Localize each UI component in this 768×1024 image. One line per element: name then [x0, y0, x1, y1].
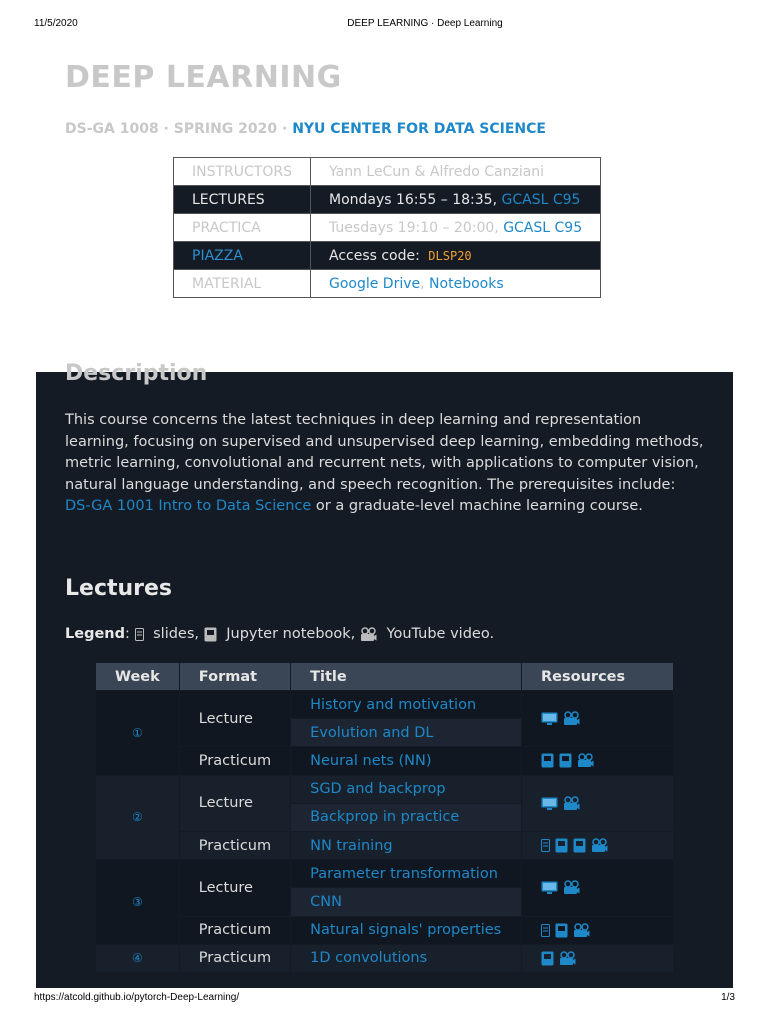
- notebook-icon[interactable]: [555, 838, 568, 853]
- video-icon[interactable]: [573, 923, 590, 938]
- col-resources: Resources: [522, 663, 674, 691]
- piazza-text: Access code:: [328, 247, 425, 264]
- video-icon[interactable]: [559, 951, 576, 966]
- description-body: This course concerns the latest techniques in deep learning and representation learning, focusing on supervised and unsupervised deep learning, embedding methods, metric learning, convolutional and recurrent nets, with applications to computer vision, natural language understanding, and speech recognition. The prerequisites include:: [65, 412, 704, 493]
- notebook-icon[interactable]: [559, 753, 572, 768]
- notebook-icon[interactable]: [555, 923, 568, 938]
- slides-icon: [135, 628, 144, 641]
- course-info-table: [173, 157, 601, 298]
- lectures-value: [310, 186, 600, 214]
- description-text: [65, 410, 705, 518]
- video-icon[interactable]: [563, 796, 580, 811]
- slides-icon[interactable]: [541, 881, 558, 894]
- notebook-icon[interactable]: [573, 838, 586, 853]
- slides-icon[interactable]: [541, 797, 558, 810]
- notebook-icon[interactable]: [541, 753, 554, 768]
- google-drive-link[interactable]: Google Drive: [328, 275, 421, 292]
- lecture-title-link[interactable]: CNN: [291, 888, 522, 916]
- video-icon[interactable]: [563, 711, 580, 726]
- subtitle-prefix: DS-GA 1008 · SPRING 2020 ·: [65, 121, 293, 137]
- week-number[interactable]: ②: [96, 775, 180, 860]
- lecture-title-link[interactable]: Evolution and DL: [291, 719, 522, 747]
- lecture-title-link[interactable]: Parameter transformation: [291, 860, 522, 888]
- practica-room-link[interactable]: GCASL C95: [503, 219, 583, 236]
- piazza-value: [310, 242, 600, 270]
- format-cell: Practicum: [179, 944, 290, 972]
- resources-cell: [522, 831, 674, 859]
- video-icon[interactable]: [591, 838, 608, 853]
- table-row: [96, 691, 674, 719]
- site-title: DEEP LEARNING: [65, 60, 342, 95]
- material-value: [310, 270, 600, 298]
- week-number[interactable]: ④: [96, 944, 180, 972]
- material-label: MATERIAL: [174, 270, 311, 298]
- lectures-time: Mondays 16:55 – 18:35,: [328, 191, 502, 208]
- piazza-link[interactable]: PIAZZA: [174, 242, 311, 270]
- practica-value: [310, 214, 600, 242]
- lecture-title-link[interactable]: SGD and backprop: [291, 775, 522, 803]
- slides-icon[interactable]: [541, 839, 550, 852]
- slides-icon[interactable]: [541, 712, 558, 725]
- lecture-title-link[interactable]: Natural signals' properties: [291, 916, 522, 944]
- resources-cell: [522, 775, 674, 831]
- legend-notebook: Jupyter notebook,: [221, 626, 360, 642]
- print-page-number: 1/3: [721, 992, 735, 1003]
- resources-cell: [522, 916, 674, 944]
- print-date: 11/5/2020: [34, 18, 78, 29]
- practica-time: Tuesdays 19:10 – 20:00,: [328, 219, 504, 236]
- week-number[interactable]: ③: [96, 860, 180, 945]
- table-row: [96, 831, 674, 859]
- print-footer: [0, 992, 768, 1006]
- description-heading: Description: [65, 361, 208, 386]
- video-icon[interactable]: [563, 880, 580, 895]
- practica-label: PRACTICA: [174, 214, 311, 242]
- format-cell: Practicum: [179, 831, 290, 859]
- format-cell: Practicum: [179, 747, 290, 775]
- lectures-table: [95, 662, 674, 973]
- resources-cell: [522, 860, 674, 916]
- resources-cell: [522, 691, 674, 747]
- lectures-room-link[interactable]: GCASL C95: [501, 191, 581, 208]
- lecture-title-link[interactable]: NN training: [291, 831, 522, 859]
- piazza-code: DLSP20: [428, 248, 472, 263]
- format-cell: Lecture: [179, 691, 290, 747]
- col-week: Week: [96, 663, 180, 691]
- legend-video: YouTube video.: [381, 626, 495, 642]
- table-row: [96, 944, 674, 972]
- legend-slides: slides,: [148, 626, 204, 642]
- format-cell: Lecture: [179, 775, 290, 831]
- print-header: [0, 18, 768, 32]
- col-format: Format: [179, 663, 290, 691]
- table-row: [96, 916, 674, 944]
- col-title: Title: [291, 663, 522, 691]
- print-title: DEEP LEARNING · Deep Learning: [347, 18, 503, 29]
- print-url: https://atcold.github.io/pytorch-Deep-Learning/: [34, 992, 240, 1003]
- instructors-label: INSTRUCTORS: [174, 158, 311, 186]
- table-row: [96, 775, 674, 803]
- format-cell: Lecture: [179, 860, 290, 916]
- table-row: [96, 747, 674, 775]
- table-row: [96, 860, 674, 888]
- lecture-title-link[interactable]: 1D convolutions: [291, 944, 522, 972]
- notebook-icon[interactable]: [541, 951, 554, 966]
- notebooks-link[interactable]: Notebooks: [429, 275, 504, 292]
- description-tail: or a graduate-level machine learning course.: [311, 498, 643, 514]
- week-number[interactable]: ①: [96, 691, 180, 776]
- site-subtitle: [65, 121, 546, 137]
- resources-cell: [522, 747, 674, 775]
- lecture-title-link[interactable]: History and motivation: [291, 691, 522, 719]
- lectures-heading: Lectures: [65, 576, 173, 601]
- instructors-value: Yann LeCun & Alfredo Canziani: [310, 158, 600, 186]
- notebook-icon: [204, 627, 217, 642]
- video-icon[interactable]: [577, 753, 594, 768]
- slides-icon[interactable]: [541, 924, 550, 937]
- video-icon: [360, 627, 377, 642]
- format-cell: Practicum: [179, 916, 290, 944]
- material-sep: ,: [420, 275, 430, 292]
- lecture-title-link[interactable]: Neural nets (NN): [291, 747, 522, 775]
- lecture-title-link[interactable]: Backprop in practice: [291, 803, 522, 831]
- legend-label: Legend: [65, 626, 125, 642]
- nyu-cds-link[interactable]: NYU CENTER FOR DATA SCIENCE: [292, 121, 546, 137]
- legend: Legend: slides, Jupyter notebook, YouTube video.: [65, 626, 495, 642]
- resources-cell: [522, 944, 674, 972]
- lectures-label: LECTURES: [174, 186, 311, 214]
- ds-ga-1001-link[interactable]: DS-GA 1001 Intro to Data Science: [65, 498, 312, 514]
